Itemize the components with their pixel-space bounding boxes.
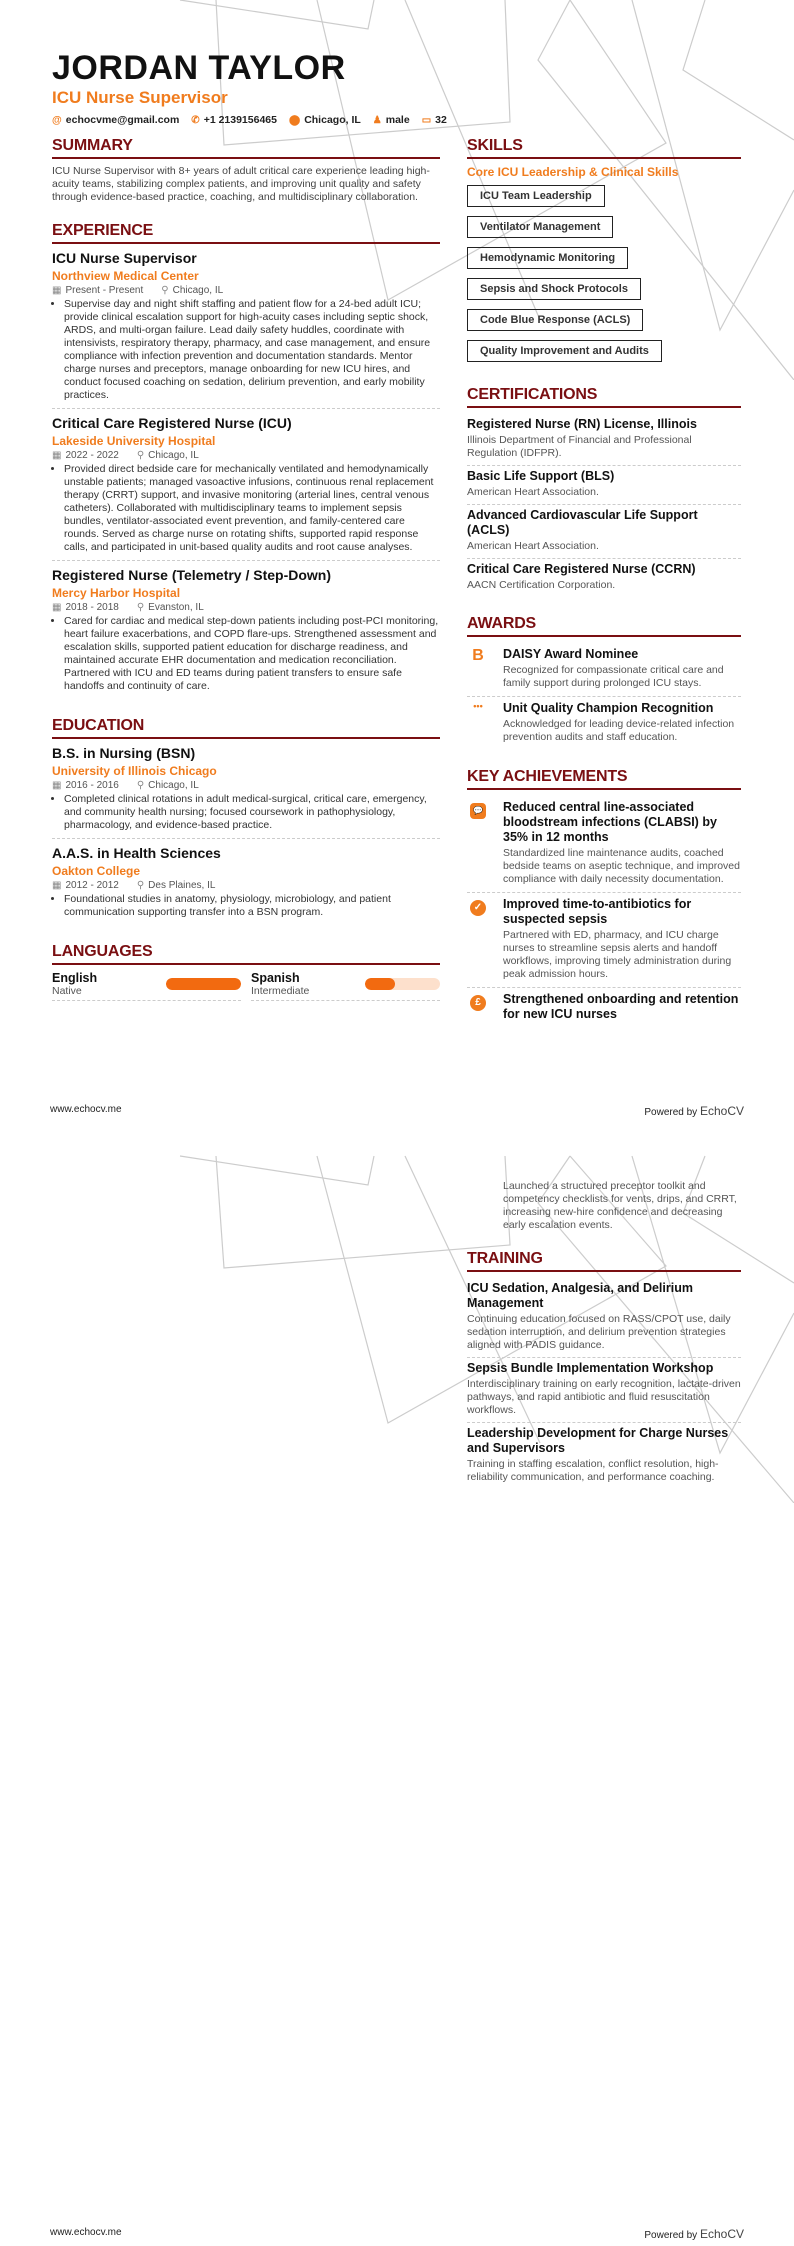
proficiency-bar (365, 978, 440, 990)
skill-tag: Quality Improvement and Audits (467, 340, 662, 362)
entry-organization: University of Illinois Chicago (52, 764, 217, 778)
skill-tag: Sepsis and Shock Protocols (467, 278, 641, 300)
certification-issuer: AACN Certification Corporation. (467, 579, 616, 591)
award-body (503, 701, 741, 744)
language-text (52, 971, 97, 997)
calendar-icon: ▦ (52, 880, 62, 891)
entry-location (137, 602, 204, 613)
entry-title: ICU Nurse Supervisor (52, 250, 197, 266)
certification-item (467, 466, 741, 505)
language-text (251, 971, 309, 997)
section-heading: SUMMARY (52, 137, 440, 159)
languages-section (52, 943, 440, 1001)
phone-icon: ✆ (191, 115, 200, 126)
training-title: Sepsis Bundle Implementation Workshop (467, 1361, 714, 1375)
training-item (467, 1423, 741, 1489)
training-item (467, 1358, 741, 1423)
badge-icon: B (472, 647, 484, 664)
award-title: Unit Quality Champion Recognition (503, 701, 714, 715)
contact-age: ▭ 32 (421, 114, 447, 126)
entry-organization: Oakton College (52, 864, 141, 878)
achievement-description: Launched a structured preceptor toolkit and competency checklists for vents, drips, and CRRT, increasing new-hire confidence and decreasing early escalation events. (503, 1180, 737, 1231)
certification-name: Advanced Cardiovascular Life Support (ACLS) (467, 508, 698, 537)
skill-group-title: Core ICU Leadership & Clinical Skills (467, 165, 679, 179)
entry (52, 745, 440, 839)
section-heading: KEY ACHIEVEMENTS (467, 768, 741, 790)
entry-location (161, 285, 223, 296)
check-circle-icon: ✓ (467, 897, 489, 981)
certification-name: Critical Care Registered Nurse (CCRN) (467, 562, 696, 576)
bullet-item: • Provided direct bedside care for mechanically ventilated and hemodynamically unstable patients; managed vasoactive infusions, continuous renal replacement therapy (CRRT) support, and invasive monitoring (arterial lines, central venous catheters). Collaborated with multidisciplinary teams to implement sepsis bundles, ventilator-associated event prevention, and family-centered care rounds. Served as charge nurse on rotating shifts, supported rapid response calls, and participated in unit-based quality audits and root cause analyses. (64, 463, 440, 554)
entry-location (137, 780, 199, 791)
entry-bullets (52, 893, 440, 919)
experience-section (52, 222, 440, 699)
achievement-title: Reduced central line-associated bloodstream infections (CLABSI) by 35% in 12 months (503, 800, 717, 844)
entry-bullets (52, 615, 440, 693)
section-heading: EDUCATION (52, 717, 440, 739)
section-heading: CERTIFICATIONS (467, 386, 741, 408)
entry-organization: Mercy Harbor Hospital (52, 586, 181, 600)
entry (52, 415, 440, 561)
contact-phone: ✆ +1 2139156465 (191, 114, 277, 126)
location-text: Chicago, IL (148, 780, 199, 791)
bullet-item: • Completed clinical rotations in adult medical-surgical, critical care, emergency, and community health nursing; focused coursework in pathophysiology, pharmacology, and evidence-based practice. (64, 793, 440, 832)
achievement-body (503, 800, 741, 886)
person-icon: ♟ (372, 115, 382, 126)
certification-name: Basic Life Support (BLS) (467, 469, 615, 483)
calendar-icon: ▦ (52, 602, 62, 613)
dates-text: 2022 - 2022 (65, 450, 119, 461)
entry-dates (52, 602, 119, 613)
location-pin-icon: ⚲ (136, 880, 145, 891)
award-description: Acknowledged for leading device-related infection prevention audits and staff education. (503, 718, 735, 743)
entry-organization: Lakeside University Hospital (52, 434, 216, 448)
achievement-description: Standardized line maintenance audits, coached bedside teams on aseptic technique, and improved compliance with daily necessity documentation. (503, 847, 740, 885)
footer-powered: Powered by EchoCV (644, 1104, 744, 1118)
skill-tag: Code Blue Response (ACLS) (467, 309, 643, 331)
calendar-icon: ▦ (52, 450, 62, 461)
footer-site-link[interactable]: www.echocv.me (50, 1104, 122, 1115)
section-heading: AWARDS (467, 615, 741, 637)
language-level: Intermediate (251, 985, 310, 997)
entry-bullets (52, 463, 440, 554)
footer (50, 1104, 744, 1118)
candidate-title: ICU Nurse Supervisor (52, 88, 228, 107)
entry-dates (52, 880, 119, 891)
section-heading: SKILLS (467, 137, 741, 159)
dates-text: 2012 - 2012 (65, 880, 119, 891)
bullet-item: • Cared for cardiac and medical step-down patients including post-PCI monitoring, heart failure exacerbations, and COPD flare-ups. Strengthened assessment and escalation skills, supported patient education for discharge readiness, and maintained accurate EHR documentation and medication reconciliation. Partnered with ICU and ED teams during patient transfers to ensure safe handoffs and continuity of care. (64, 615, 440, 693)
location-pin-icon: ⬤ (288, 115, 301, 126)
pound-circle-icon: £ (467, 992, 489, 1022)
training-description: Interdisciplinary training on early recognition, lactate-driven pathways, and rapid antibiotic and fluid resuscitation workflows. (467, 1378, 741, 1416)
entry-meta (52, 602, 440, 613)
training-title: Leadership Development for Charge Nurses and Supervisors (467, 1426, 729, 1455)
footer-powered: Powered by EchoCV (644, 2227, 744, 2241)
footer (50, 2227, 744, 2241)
language-name: English (52, 971, 98, 985)
skill-tag: Ventilator Management (467, 216, 613, 238)
education-section (52, 717, 440, 925)
achievement-item (467, 988, 741, 1028)
entry (52, 845, 440, 925)
language-name: Spanish (251, 971, 300, 985)
entry-dates (52, 780, 119, 791)
contact-email[interactable]: @ echocvme@gmail.com (52, 114, 180, 126)
certification-name: Registered Nurse (RN) License, Illinois (467, 417, 697, 431)
award-title: DAISY Award Nominee (503, 647, 639, 661)
certification-item (467, 559, 741, 597)
training-item (467, 1278, 741, 1358)
location-text: Evanston, IL (148, 602, 204, 613)
achievement-body (503, 897, 741, 981)
contact-gender: ♟ male (372, 114, 410, 126)
award-body (503, 647, 741, 690)
awards-section (467, 615, 741, 750)
summary-section (52, 137, 440, 204)
location-text: Chicago, IL (148, 450, 199, 461)
speech-bubble-icon: 💬 (467, 800, 489, 886)
contact-location: ⬤ Chicago, IL (288, 114, 361, 126)
bullet-item: • Supervise day and night shift staffing and patient flow for a 24-bed adult ICU; provide clinical escalation support for high-acuity cases including septic shock, ARDS, and multi-organ failure. Lead daily safety huddles, coordinate with intensivists, respiratory therapy, pharmacy, and case management, and ensure compliance with infection prevention and documentation standards. Mentor charge nurses and preceptors, manage onboarding for new ICU hires, and conduct focused coaching on sedation, delirium prevention, and early mobility practices. (64, 298, 440, 402)
calendar-icon: ▦ (52, 285, 62, 296)
achievement-body (503, 992, 741, 1022)
language-item (52, 971, 241, 1001)
entry-dates (52, 285, 143, 296)
language-level: Native (52, 985, 82, 997)
entry-title: Registered Nurse (Telemetry / Step-Down) (52, 567, 332, 583)
entry-dates (52, 450, 119, 461)
entry-organization: Northview Medical Center (52, 269, 199, 283)
section-heading: EXPERIENCE (52, 222, 440, 244)
achievements-section (467, 768, 741, 1028)
achievement-continued (467, 1180, 741, 1232)
calendar-icon: ▭ (421, 115, 432, 126)
location-pin-icon: ⚲ (136, 602, 145, 613)
dates-text: 2018 - 2018 (65, 602, 119, 613)
location-pin-icon: ⚲ (136, 780, 145, 791)
entry (52, 567, 440, 699)
entry-title: Critical Care Registered Nurse (ICU) (52, 415, 292, 431)
proficiency-fill (365, 978, 395, 990)
skill-tag: ICU Team Leadership (467, 185, 605, 207)
training-description: Continuing education focused on RASS/CPOT use, daily sedation interruption, and delirium prevention strategies aligned with PADIS guidance. (467, 1313, 731, 1351)
entry-title: B.S. in Nursing (BSN) (52, 745, 196, 761)
contact-row (52, 114, 652, 126)
at-icon: @ (52, 115, 62, 126)
certification-issuer: Illinois Department of Financial and Professional Regulation (IDFPR). (467, 434, 692, 459)
entry-bullets (52, 793, 440, 832)
dates-text: 2016 - 2016 (65, 780, 119, 791)
entry-meta (52, 780, 440, 791)
bullet-item: • Foundational studies in anatomy, physiology, microbiology, and patient communication supporting transfer into a BSN program. (64, 893, 440, 919)
location-pin-icon: ⚲ (161, 285, 169, 296)
skills-section (467, 137, 741, 368)
dates-text: Present - Present (65, 285, 144, 296)
certification-item (467, 414, 741, 466)
skill-tag: Hemodynamic Monitoring (467, 247, 628, 269)
entry (52, 250, 440, 409)
training-section (467, 1250, 741, 1489)
entry-meta (52, 880, 440, 891)
location-text: Chicago, IL (172, 285, 224, 296)
award-item (467, 643, 741, 697)
footer-site-link[interactable]: www.echocv.me (50, 2227, 122, 2238)
award-description: Recognized for compassionate critical care and family support during prolonged ICU stays. (503, 664, 724, 689)
calendar-icon: ▦ (52, 780, 62, 791)
award-item (467, 697, 741, 750)
certifications-section (467, 386, 741, 597)
section-heading: TRAINING (467, 1250, 741, 1272)
page-2 (0, 1123, 794, 2246)
more-dots-icon: ••• (473, 701, 483, 711)
location-pin-icon: ⚲ (136, 450, 145, 461)
location-text: Des Plaines, IL (148, 880, 216, 891)
proficiency-fill (166, 978, 241, 990)
entry-title: A.A.S. in Health Sciences (52, 845, 221, 861)
training-title: ICU Sedation, Analgesia, and Delirium Management (467, 1281, 693, 1310)
summary-text: ICU Nurse Supervisor with 8+ years of adult critical care experience leading high-acuity teams, stabilizing complex patients, and improving unit quality and safety through evidence-based practice, coaching, and multidisciplinary collaboration. (52, 165, 430, 203)
entry-location (137, 880, 216, 891)
entry-meta (52, 450, 440, 461)
certification-issuer: American Heart Association. (467, 486, 599, 498)
achievement-item (467, 796, 741, 893)
certification-issuer: American Heart Association. (467, 540, 599, 552)
section-heading: LANGUAGES (52, 943, 440, 965)
training-description: Training in staffing escalation, conflict resolution, high-reliability communication, and performance coaching. (467, 1458, 719, 1483)
candidate-name: JORDAN TAYLOR (52, 49, 346, 87)
entry-meta (52, 285, 440, 296)
achievement-title: Strengthened onboarding and retention for new ICU nurses (503, 992, 739, 1021)
certification-item (467, 505, 741, 559)
achievement-item (467, 893, 741, 988)
proficiency-bar (166, 978, 241, 990)
achievement-description: Partnered with ED, pharmacy, and ICU charge nurses to streamline sepsis alerts and handoff workflows, improving timely administration during peak admission hours. (503, 929, 732, 980)
entry-location (137, 450, 199, 461)
language-item (251, 971, 440, 1001)
entry-bullets (52, 298, 440, 402)
achievement-title: Improved time-to-antibiotics for suspected sepsis (503, 897, 692, 926)
